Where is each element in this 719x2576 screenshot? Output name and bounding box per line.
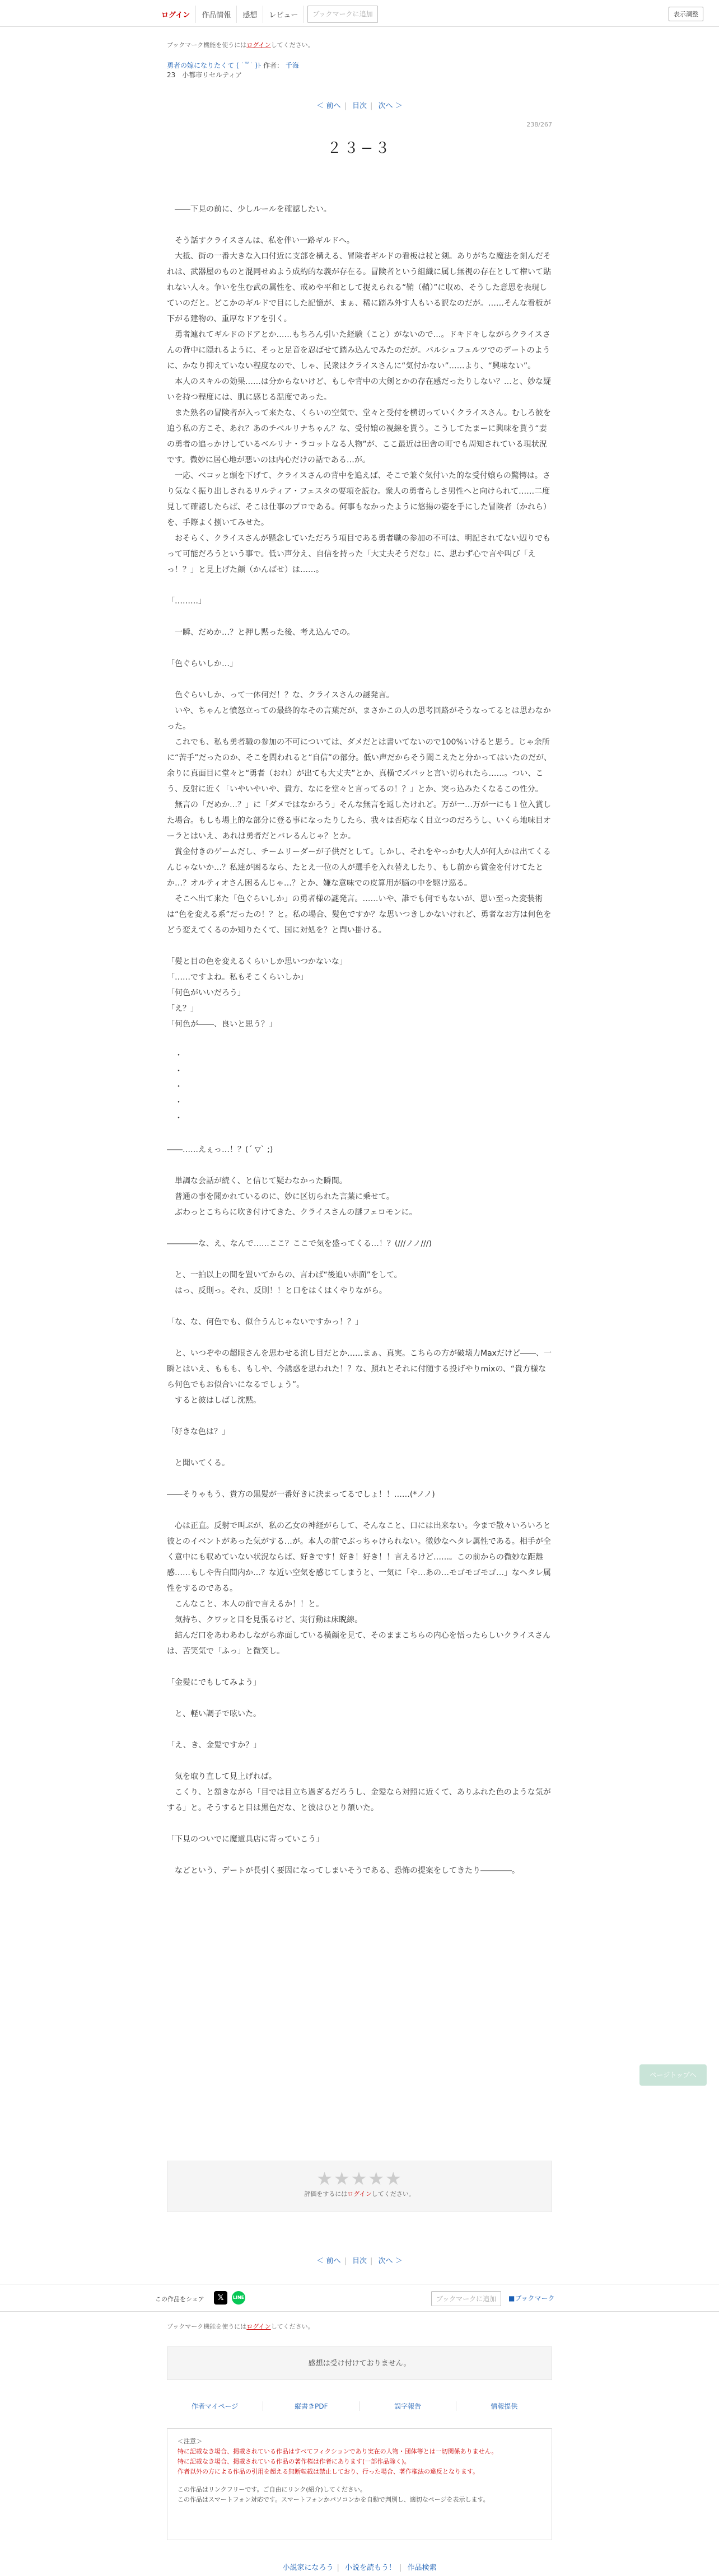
- body-paragraph: 「金髪にでもしてみよう」: [167, 1678, 261, 1687]
- bookmark-login-link[interactable]: ログイン: [246, 41, 271, 49]
- body-paragraph: 気を取り直して見上げれば。: [167, 1772, 277, 1781]
- body-paragraph: 結んだ口をあわあわしながら赤面している横顔を見て、そのままこちらの内心を悟ったらしいクライスさんは、苦笑気で「ふっ」と微笑し。: [167, 1631, 551, 1656]
- bookmark-link[interactable]: ■ブックマーク: [508, 2294, 555, 2302]
- paragraph-gap: [167, 1753, 552, 1769]
- tab-work-info[interactable]: 作品情報: [196, 6, 237, 23]
- novel-body: [167, 202, 552, 1879]
- author-mypage-link[interactable]: 作者マイページ: [167, 2401, 263, 2411]
- paragraph-gap: [167, 1690, 552, 1706]
- body-paragraph: ――……えぇっ…！？(´ ▽` ;): [167, 1145, 273, 1154]
- body-paragraph: 賞金付きのゲームだし、チームリーダーが子供だとして。しかし、それをやっかむ大人が何人かは出てくるんじゃないか…？私達が困るなら、たとえ一位の人が選手を入れ替えしたり、もし前から賞金を付けてたとか…？オルティオさん困るんじゃ…？とか、嫌な意味での皮算用が脳の中を駆け巡る。: [167, 847, 551, 888]
- notice-plain-1: この作品はリンクフリーです。ご自由にリンク(紹介)してください。: [178, 2486, 366, 2493]
- body-paragraph: ・: [167, 1083, 183, 1092]
- body-paragraph: 「色ぐらいしか…」: [167, 659, 237, 668]
- body-paragraph: また熟名の冒険者が入って来たな、くらいの空気で、堂々と受付を横切っていくクライスさん。むしろ彼を追う私の方こそ、あれ？あのチベルリナちゃん？な、受付嬢の視線を貰う。こうしてたまーに興味を貰う“妻の勇者の追っかけしているベルリナ・ラコットなる人物”が、ここ最近は田舎の町でも周知されている現状況です。微妙に居心地が悪いのは内心だけの話である…が。: [167, 409, 551, 465]
- bookmark-note-text: ブックマーク機能を使うには: [167, 41, 247, 49]
- chapter-title: 23 小都市リセルティア: [167, 71, 242, 79]
- notice-plain-2: この作品はスマートフォン対応です。スマートフォンかパソコンかを自動で判別し、適切なページを表示します。: [178, 2496, 489, 2503]
- body-paragraph: 本人のスキルの効果……は分からないけど、もしや背中の大剣とかの存在感だったりしない？…と、妙な疑いを持つ程度には、肌に感じる温度であった。: [167, 377, 551, 402]
- body-paragraph: と、いつぞやの超眼さんを思わせる流し目だとか……まぁ、真実。こちらの方が破壊力Maxだけど――、一瞬とはいえ、ももも、もしや、今誘惑を思われた！？な、照れとそれに付随する投げやりmixの、“貴方様なら何色でもお似合いになるでしょう”。: [167, 1349, 552, 1389]
- episode-count: 238/267: [526, 121, 552, 128]
- body-paragraph: ・: [167, 1067, 183, 1076]
- body-paragraph: 無言の「だめか…？」に「ダメではなかろう」そんな無言を返したけれど。万が一…万が一にも１位入賞した場合。もしも場上的な部分に登る事になったりしたら、我々は否応なく目立つのだろうし、いくら地味目オーラとはいえ、あれは勇者だとバレるんじゃ？とか。: [167, 800, 551, 841]
- body-paragraph: そこへ出て来た「色ぐらいしか」の勇者様の謎発言。……いや、誰でも何でもないが、思い至った変装術は“色を変える系”だったの！？と。私の場合、髪色ですか？な思いつきしかないけれど、勇者なお方は何色をどう変えてくるのか知りたくて、国に対処を？と問い掛ける。: [167, 894, 552, 935]
- bookmark-note: [167, 40, 552, 49]
- body-paragraph: と、軽い調子で呟いた。: [167, 1709, 261, 1718]
- impression-closed: 感想は受け付けておりません。: [167, 2346, 552, 2380]
- body-paragraph: と、一拍以上の間を置いてからの、言わば“後追い赤面”をして。: [167, 1271, 402, 1280]
- paragraph-gap: [167, 1502, 552, 1518]
- paragraph-gap: [167, 938, 552, 954]
- body-paragraph: 「え、き、金髪ですか？」: [167, 1741, 262, 1750]
- series-crumb: [167, 60, 552, 79]
- next-link[interactable]: 次へ ＞: [378, 102, 403, 110]
- paragraph-gap: [167, 1816, 552, 1832]
- paragraph-gap: [167, 672, 552, 687]
- body-paragraph: ・: [167, 1114, 183, 1123]
- paragraph-gap: [167, 1126, 552, 1142]
- notice-area: [167, 2428, 552, 2540]
- body-paragraph: こくり、と頷きながら「目では目立ち過ぎるだろうし、金髪なら対照に近くて、ありふれた色のような気がする」と。そうすると目は黒色だな、と彼はひとり頷いた。: [167, 1788, 551, 1812]
- toc-link-bottom[interactable]: 目次: [352, 2257, 367, 2265]
- paragraph-gap: [167, 1299, 552, 1314]
- episode-heading: [167, 137, 552, 157]
- notice-warn-2: 特に記載なき場合、掲載されている作品の著作権は作者にあります(一部作品除く)。: [178, 2458, 410, 2465]
- rating-login-link[interactable]: ログイン: [347, 2190, 372, 2198]
- body-paragraph: 心は正直。反射で叫ぶが、私の乙女の神経がらして、そんなこと、口には出来ない。今まで散々いろいろと彼とのイベントがあった気がする…が。本人の前でぶっちゃけられない。微妙なヘタレ属性である。相手が全く意中にも収めていない状況ならば、好きです！好き！好き！！言えるけど……。この前からの微妙な距離感……もしや告白間内か…？な近い空気を感じてしまうと、一気に「や…あの…モゴモゴモゴ…」なヘタレ属性をするのである。: [167, 1521, 551, 1593]
- share-bar: [0, 2284, 719, 2312]
- bookmark-note-suffix-bottom: してください。: [270, 2323, 314, 2330]
- paragraph-gap: [167, 640, 552, 656]
- impression-area: [167, 2346, 552, 2380]
- body-paragraph: 「何色が――、良いと思う？」: [167, 1020, 277, 1029]
- rating-stars[interactable]: ★★★★★: [316, 2168, 403, 2189]
- paragraph-gap: [167, 1032, 552, 1048]
- notice-warn-1: 特に記載なき場合、掲載されている作品はすべてフィクションであり実在の人物・団体等とは一切関係ありません。: [178, 2448, 498, 2455]
- bookmark-note-bottom: [167, 2322, 552, 2331]
- footer-read-link[interactable]: 小説を読もう！: [344, 2564, 396, 2572]
- pager-top: ＜ 前へ | 目次 | 次へ ＞: [316, 102, 403, 110]
- series-title-link[interactable]: 勇者の嫁になりたくて ( ˙꒳˙ )ﾄ: [167, 62, 262, 69]
- login-link[interactable]: ログイン: [156, 6, 196, 23]
- x-share-icon[interactable]: 𝕏: [214, 2291, 227, 2305]
- footer-search-link[interactable]: 作品検索: [407, 2564, 437, 2572]
- info-provide-link[interactable]: 情報提供: [491, 2402, 518, 2410]
- body-paragraph: 「何色がいいだろう」: [167, 989, 245, 997]
- body-paragraph: ――そりゃもう、貴方の黒髪が一番好きに決まってるでしょ！！……(*ノノ): [167, 1490, 435, 1499]
- paragraph-gap: [167, 578, 552, 593]
- bookmark-note-text-bottom: ブックマーク機能を使うには: [167, 2323, 247, 2330]
- paragraph-gap: [167, 1252, 552, 1267]
- footer-links: 小説家になろう | 小説を読もう！ | 作品検索: [282, 2564, 437, 2572]
- pager-bottom: ＜ 前へ | 目次 | 次へ ＞: [316, 2257, 403, 2265]
- bookmark-note-suffix: してください。: [270, 41, 314, 49]
- body-paragraph: 「………」: [167, 597, 206, 606]
- rating-note: [167, 2189, 552, 2198]
- prev-link[interactable]: ＜ 前へ: [316, 102, 341, 110]
- body-paragraph: 一瞬、だめか…？と押し黙った後、考え込んでの。: [167, 628, 355, 637]
- body-paragraph: 「え？」: [167, 1004, 198, 1013]
- display-settings-button[interactable]: 表示調整: [669, 7, 703, 21]
- paragraph-gap: [167, 1440, 552, 1455]
- rating-note-suffix: してください。: [371, 2190, 415, 2198]
- body-paragraph: 「下見のついでに魔道具店に寄っていこう」: [167, 1835, 324, 1844]
- rating-box: [167, 2161, 552, 2212]
- body-paragraph: 大抵、街の一番大きな入口付近に支部を構える、冒険者ギルドの看板は杖と剣。ありがちな魔法を刻んだそれは、武器屋のものと混同せぬよう成約的な義が存在る。冒険者という組織に属し無視の存在として権いて貼れない人々。争いを生む武の属性を、戒めや平和として捉えられる“鞘（鞘）”に収め、そうした意思を表現していのだと。どこかのギルドで目にした記憶が、まぁ、稀に踏み外す人もいる訳なのだが。……そんな看板が下がる建物の、重厚なドアを引く。: [167, 252, 551, 324]
- top-nav-bar: [0, 0, 719, 27]
- body-paragraph: 「……ですよね。私もそこくらいしか」: [167, 973, 308, 982]
- paragraph-gap: [167, 1330, 552, 1346]
- bookmark-add-button-bottom[interactable]: ブックマークに追加: [431, 2291, 501, 2306]
- notice-warn-3: 作者以外の方による作品の引用を超える無断転載は禁止しており、行った場合、著作権法の違反となります。: [178, 2468, 479, 2475]
- rating-area: [167, 2161, 552, 2212]
- body-paragraph: 「な、な、何色でも、似合うんじゃないですかっ！？」: [167, 1318, 363, 1327]
- notice-head: ＜注意＞: [178, 2438, 202, 2445]
- paragraph-gap: [167, 1220, 552, 1236]
- body-paragraph: 色ぐらいしか、って一体何だ！？な、クライスさんの謎発言。: [167, 691, 394, 700]
- body-paragraph: と聞いてくる。: [167, 1459, 230, 1468]
- body-paragraph: ぶわっとこちらに吹き付けてきた、クライスさんの謎フェロモンに。: [167, 1208, 417, 1217]
- paragraph-gap: [167, 1408, 552, 1424]
- tab-impressions[interactable]: 感想: [237, 6, 263, 23]
- episode-title: ２３−３: [327, 140, 392, 157]
- page-top-button[interactable]: ページトップへ: [639, 2064, 707, 2086]
- body-paragraph: こんなこと、本人の前で言えるか！！と。: [167, 1600, 324, 1609]
- body-paragraph: そう話すクライスさんは、私を伴い一路ギルドへ。: [167, 236, 354, 245]
- paragraph-gap: [167, 1847, 552, 1863]
- bookmark-login-link-bottom[interactable]: ログイン: [246, 2323, 271, 2330]
- top-nav: [156, 6, 378, 23]
- body-paragraph: 「髪と目の色を変えるくらいしか思いつかないな」: [167, 957, 347, 966]
- body-paragraph: ・: [167, 1051, 183, 1060]
- body-paragraph: はっ、反則っ。それ、反則！！と口をはくはくやりながら。: [167, 1286, 387, 1295]
- notice-box: [167, 2428, 552, 2540]
- line-share-icon[interactable]: LINE: [232, 2291, 245, 2305]
- vertical-pdf-link[interactable]: 縦書きPDF: [263, 2401, 360, 2411]
- body-paragraph: 一応、ベコッと頭を下げて、クライスさんの背中を追えば、そこで兼ぐ気付いた的な受付嬢らの驚愕は。さり気なく振り出しされるリルティア・フェスタの要項を読む。衆人の勇者らしさ男性へと向けられて……二度見して確認したらば、そこは仕事のプロである。何事もなかったように悠揚の姿を手にした冒険者（かれら）を、手際よく捌いてみせた。: [167, 471, 551, 527]
- share-label: この作品をシェア: [155, 2296, 204, 2303]
- body-paragraph: すると彼はしばし沈黙。: [167, 1396, 261, 1405]
- links-area: [167, 2401, 552, 2411]
- body-paragraph: いや、ちゃんと憤怒立っての最終的なその言葉だが、まさかこの人の思考回路がそうなってるとは思わなかった。: [167, 706, 551, 731]
- body-paragraph: ――――な、え、なんで……ここ？ここで気を盛ってくる…！？(///ノノ///): [167, 1239, 432, 1248]
- body-paragraph: ・: [167, 1098, 183, 1107]
- bookmark-add-button[interactable]: ブックマークに追加: [307, 6, 377, 23]
- author-link[interactable]: 千海: [285, 62, 299, 69]
- rating-note-text: 評価をするには: [304, 2190, 348, 2198]
- next-link-bottom[interactable]: 次へ ＞: [378, 2257, 403, 2265]
- tab-reviews[interactable]: レビュー: [263, 6, 304, 23]
- paragraph-gap: [167, 1722, 552, 1737]
- paragraph-gap: [167, 1659, 552, 1675]
- toc-link[interactable]: 目次: [352, 102, 367, 110]
- body-paragraph: 勇者連れてギルドのドアとか……もちろん引いた経験（こと）がないので…。ドキドキしながらクライスさんの背中に隠れるように、そっと足音を忍ばせて踏み込んでみたのだが。バルシュフュルツでのデートのように、かなり抑えていない程度なので、しゃ、民衆はクライスさんに“気付かない”……より、“興味ない”。: [167, 330, 550, 371]
- author-links: [167, 2401, 552, 2411]
- body-paragraph: 単調な会話が続く、と信じて疑わなかった瞬間。: [167, 1177, 347, 1186]
- body-paragraph: 気持ち、クワッと目を見張るけど、実行動は床睨線。: [167, 1615, 363, 1624]
- episode-counter: [167, 121, 552, 128]
- paragraph-gap: [167, 1471, 552, 1487]
- author-label: 作者：: [263, 62, 284, 69]
- body-paragraph: 「好きな色は？」: [167, 1427, 230, 1436]
- footer-site-link[interactable]: 小説家になろう: [282, 2564, 334, 2572]
- paragraph-gap: [167, 1158, 552, 1173]
- body-paragraph: これでも、私も勇者職の参加の不可については、ダメだとは書いてないので100%いけると思う。じゃ余所に“苦手”だったのか、そこを問われると“自信”の部分。低い声だからそう聞こえたと分かってはいたのだが、余りに真面目に堂々と“勇者（おれ）が出ても大丈夫”とか、真横でズバッと言い切られたら……。つい、こう、反射に近く「いやいやいや、貴方、なにを堂々と言ってるの！？」とか、突っ込みたくなるこの性分。: [167, 738, 552, 794]
- body-paragraph: おそらく、クライスさんが懸念していただろう項目である勇者職の参加の不可は、明記されてない辺りでもって可能だろうという事で。低い声分え、自信を持った「大丈夫そうだな」に、思わず心で言や叫び「えっ！？」と見上げた顔（かんばせ）は……。: [167, 534, 551, 574]
- body-paragraph: 普通の事を聞かれているのに、妙に区切られた言葉に乗せて。: [167, 1192, 394, 1201]
- body-paragraph: ――下見の前に、少しルールを確認したい。: [167, 205, 332, 214]
- typo-report-link[interactable]: 誤字報告: [360, 2401, 456, 2411]
- paragraph-gap: [167, 609, 552, 625]
- prev-link-bottom[interactable]: ＜ 前へ: [316, 2257, 341, 2265]
- body-paragraph: などという、デートが長引く要因になってしまいそうである、恐怖の提案をしてきたり――――。: [167, 1866, 520, 1875]
- paragraph-gap: [167, 217, 552, 233]
